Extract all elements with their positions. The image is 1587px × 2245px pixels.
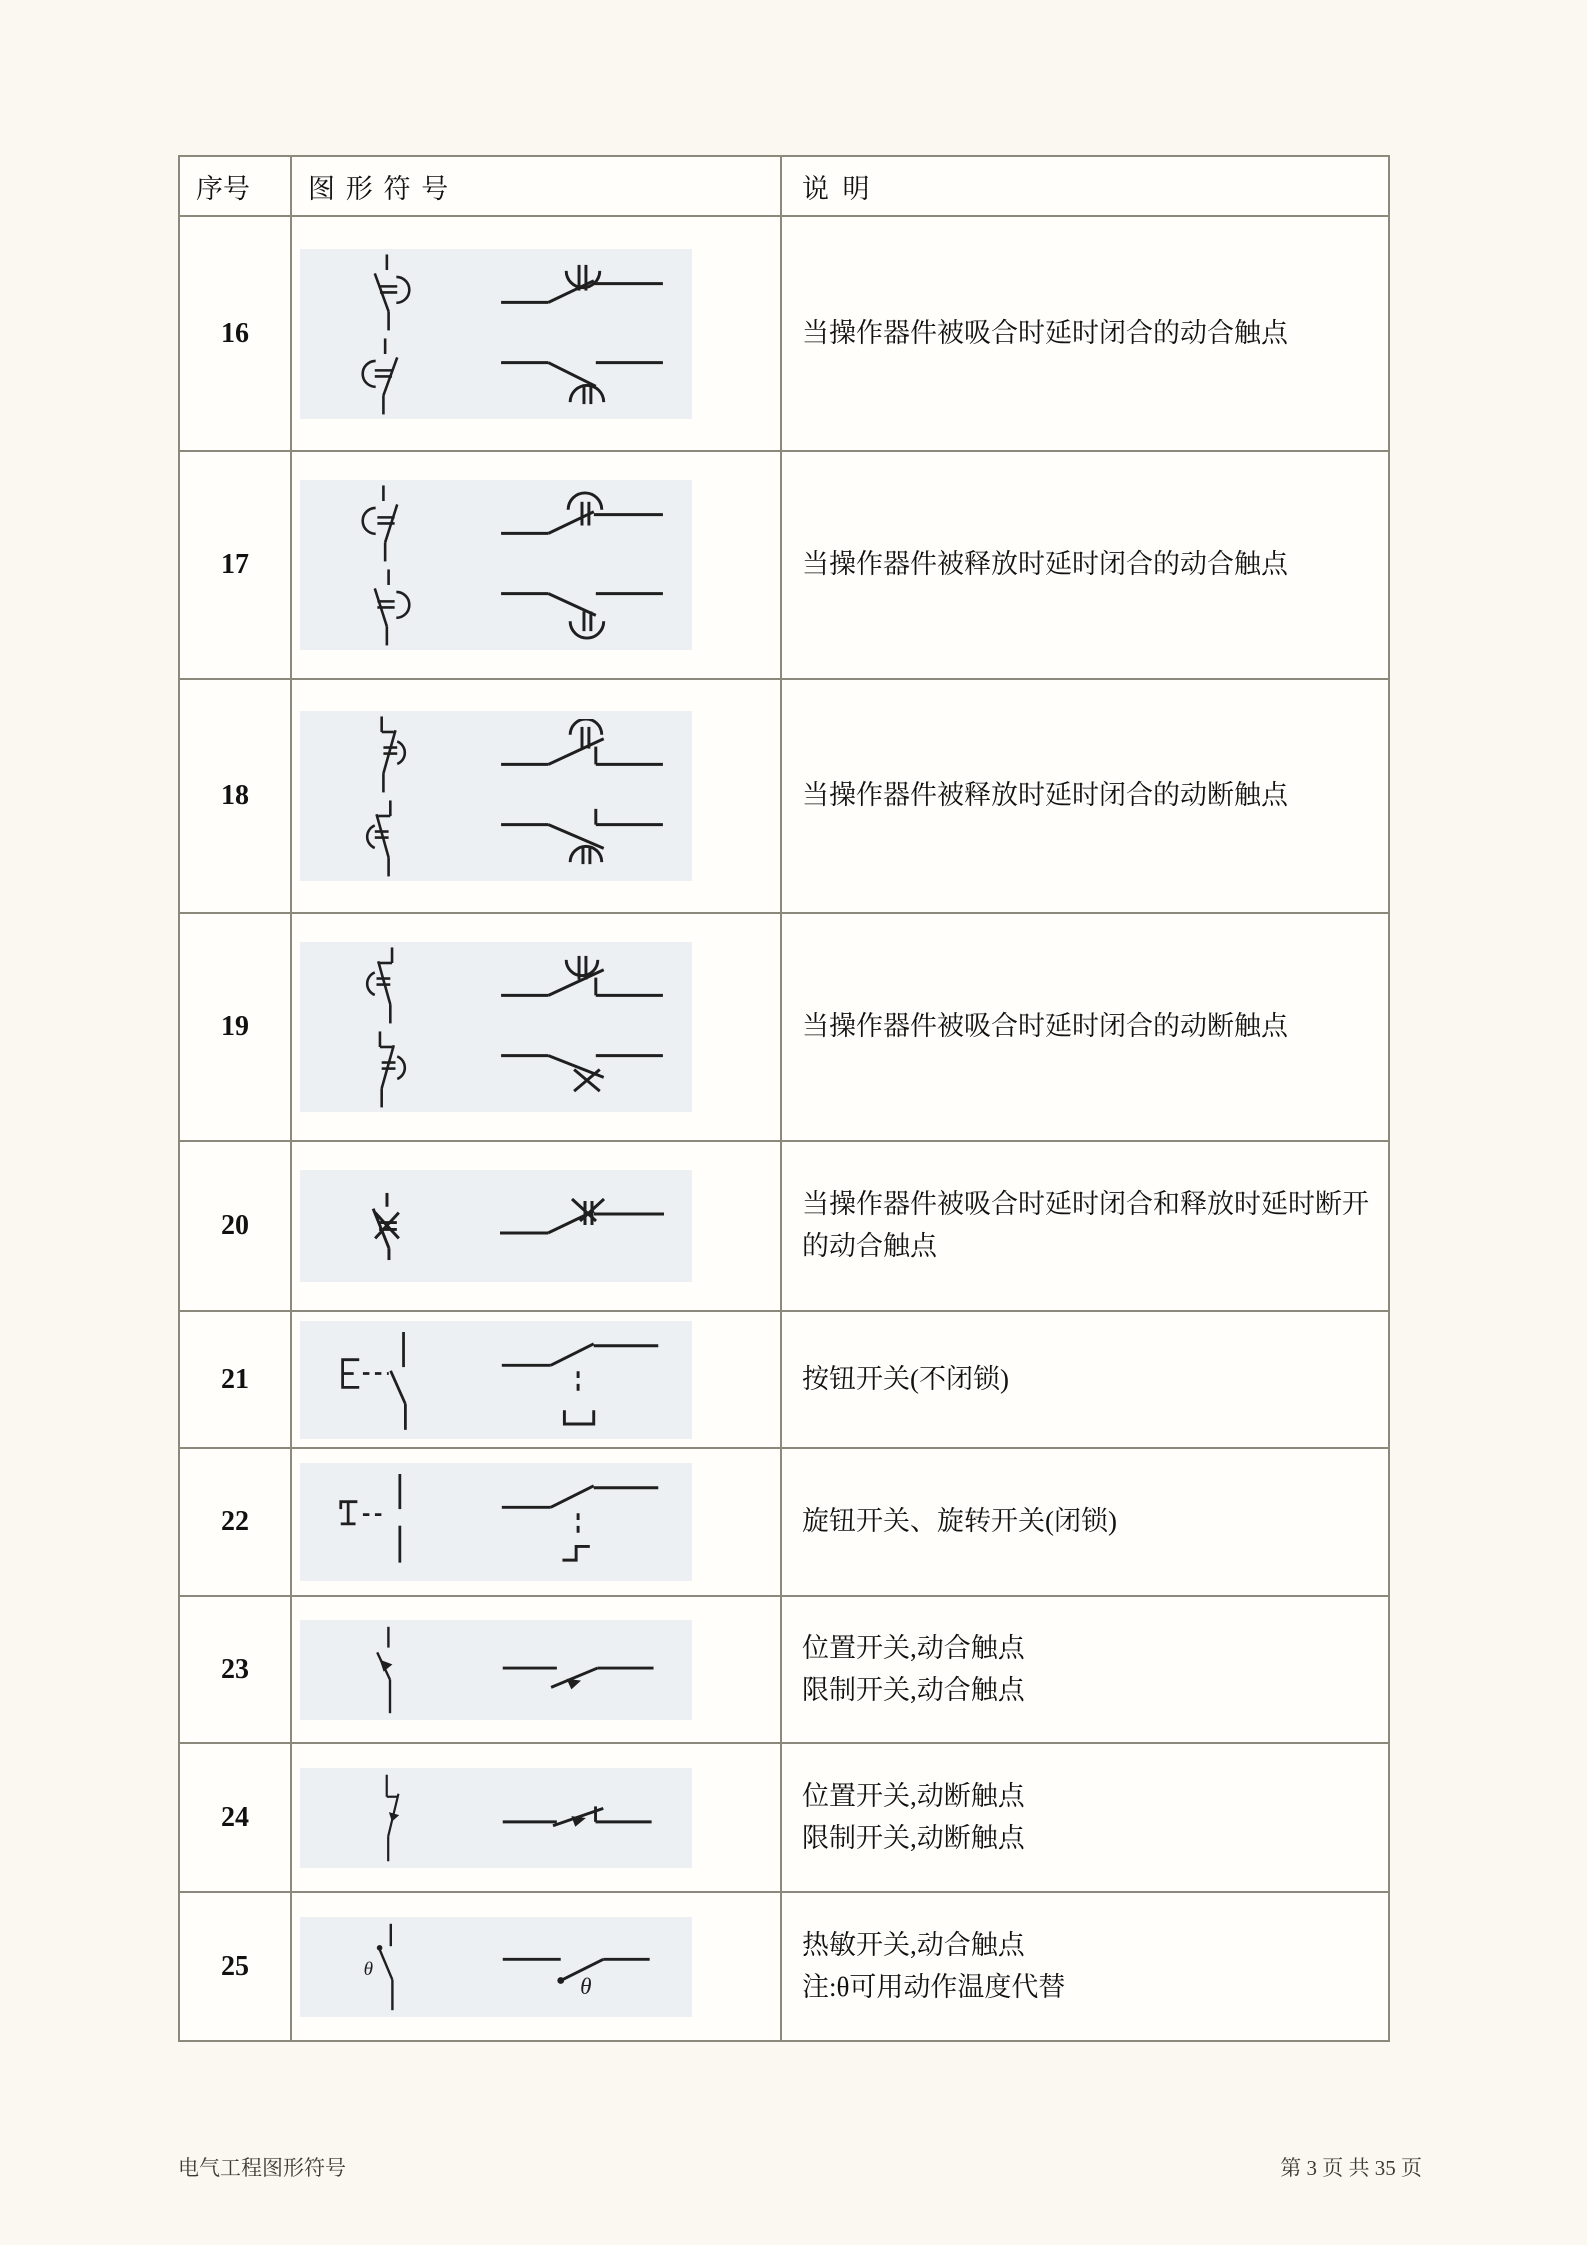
pickup-delayed-nc-contact-vertical-icon bbox=[343, 944, 429, 1026]
table-row bbox=[179, 451, 1389, 679]
pickup-delayed-nc-contact-horizontal-icon bbox=[492, 950, 672, 1024]
delayed-closing-no-contact-horizontal-alt-icon bbox=[492, 337, 672, 411]
footer-page-indicator: 第 3 页 共 35 页 bbox=[1280, 2156, 1422, 2180]
symbol-cell bbox=[291, 216, 781, 451]
position-switch-nc-contact-horizontal-icon bbox=[495, 1789, 669, 1847]
row-number: 22 bbox=[179, 1448, 291, 1596]
thermal-switch-no-contact-horizontal-icon bbox=[495, 1938, 669, 1996]
release-delayed-no-contact-horizontal-alt-icon bbox=[492, 568, 672, 642]
description-text: 当操作器件被吸合时延时闭合和释放时延时断开的动合触点 bbox=[802, 1189, 1369, 1261]
release-delayed-no-contact-horizontal-icon bbox=[492, 488, 672, 562]
symbol-image bbox=[300, 1917, 692, 2017]
symbol-image bbox=[300, 942, 692, 1112]
description-text: 按钮开关(不闭锁) bbox=[802, 1363, 1009, 1394]
pickup-delayed-nc-contact-horizontal-alt-icon bbox=[492, 1030, 672, 1104]
header-col-description: 说 明 bbox=[781, 156, 1389, 216]
table-row bbox=[179, 913, 1389, 1141]
description-text: 位置开关,动合触点 bbox=[802, 1632, 1025, 1663]
symbol-image bbox=[300, 1463, 692, 1581]
symbol-image bbox=[300, 249, 692, 419]
description-text: 限制开关,动合触点 bbox=[802, 1674, 1025, 1705]
description-text: 当操作器件被吸合时延时闭合的动合触点 bbox=[802, 317, 1288, 348]
description-text: 当操作器件被释放时延时闭合的动合触点 bbox=[802, 549, 1288, 580]
table-row bbox=[179, 1448, 1389, 1596]
symbol-image bbox=[300, 1768, 692, 1868]
row-description bbox=[781, 1141, 1389, 1311]
delayed-closing-no-contact-vertical-icon bbox=[343, 251, 429, 333]
description-text: 限制开关,动断触点 bbox=[802, 1822, 1025, 1853]
pushbutton-switch-horizontal-icon bbox=[494, 1326, 670, 1434]
release-delayed-nc-contact-horizontal-alt-icon bbox=[492, 799, 672, 873]
table-row bbox=[179, 1743, 1389, 1892]
table-row bbox=[179, 1141, 1389, 1311]
position-switch-no-contact-vertical-icon bbox=[350, 1622, 422, 1718]
row-description bbox=[781, 216, 1389, 451]
theta-label: θ bbox=[363, 1958, 374, 1980]
release-delayed-no-contact-vertical-icon bbox=[343, 482, 429, 564]
symbol-cell bbox=[291, 913, 781, 1141]
delayed-closing-no-contact-vertical-alt-icon bbox=[343, 335, 429, 417]
row-description bbox=[781, 1596, 1389, 1743]
table-row bbox=[179, 679, 1389, 913]
rotary-switch-horizontal-icon bbox=[494, 1468, 670, 1576]
symbol-cell bbox=[291, 1596, 781, 1743]
header-col-number: 序号 bbox=[179, 156, 291, 216]
symbol-cell bbox=[291, 1141, 781, 1311]
release-delayed-no-contact-vertical-alt-icon bbox=[343, 566, 429, 648]
header-col-symbol: 图 形 符 号 bbox=[291, 156, 781, 216]
release-delayed-nc-contact-horizontal-icon bbox=[492, 719, 672, 793]
pushbutton-switch-vertical-icon bbox=[326, 1324, 446, 1436]
symbol-cell bbox=[291, 1448, 781, 1596]
theta-label: θ bbox=[580, 1973, 592, 1996]
release-delayed-nc-contact-vertical-alt-icon bbox=[343, 797, 429, 879]
thermal-switch-no-contact-vertical-icon bbox=[346, 1919, 426, 2015]
release-delayed-nc-contact-vertical-icon bbox=[343, 713, 429, 795]
table-header-row bbox=[179, 156, 1389, 216]
row-number: 20 bbox=[179, 1141, 291, 1311]
row-description bbox=[781, 1448, 1389, 1596]
symbol-cell bbox=[291, 679, 781, 913]
row-number: 18 bbox=[179, 679, 291, 913]
symbol-cell bbox=[291, 1892, 781, 2041]
row-number: 16 bbox=[179, 216, 291, 451]
table-row bbox=[179, 1596, 1389, 1743]
row-description bbox=[781, 913, 1389, 1141]
symbol-image bbox=[300, 480, 692, 650]
symbol-image bbox=[300, 1170, 692, 1282]
description-text: 位置开关,动断触点 bbox=[802, 1780, 1025, 1811]
description-text: 当操作器件被吸合时延时闭合的动断触点 bbox=[802, 1011, 1288, 1042]
description-text: 热敏开关,动合触点 bbox=[802, 1929, 1025, 1960]
row-number: 17 bbox=[179, 451, 291, 679]
footer-doc-title: 电气工程图形符号 bbox=[178, 2156, 346, 2180]
symbol-table bbox=[178, 155, 1390, 2042]
symbol-image bbox=[300, 711, 692, 881]
position-switch-no-contact-horizontal-icon bbox=[495, 1641, 669, 1699]
position-switch-nc-contact-vertical-icon bbox=[353, 1770, 419, 1866]
table-row bbox=[179, 1311, 1389, 1448]
pickup-delayed-nc-contact-vertical-alt-icon bbox=[343, 1028, 429, 1110]
description-text: 注:θ可用动作温度代替 bbox=[802, 1971, 1066, 2002]
row-number: 23 bbox=[179, 1596, 291, 1743]
symbol-image bbox=[300, 1321, 692, 1439]
symbol-cell bbox=[291, 1743, 781, 1892]
row-description bbox=[781, 1743, 1389, 1892]
row-number: 25 bbox=[179, 1892, 291, 2041]
dual-delay-no-contact-vertical-icon bbox=[341, 1189, 431, 1263]
description-text: 旋钮开关、旋转开关(闭锁) bbox=[802, 1506, 1117, 1537]
row-description bbox=[781, 451, 1389, 679]
row-number: 21 bbox=[179, 1311, 291, 1448]
symbol-image bbox=[300, 1620, 692, 1720]
symbol-cell bbox=[291, 1311, 781, 1448]
row-description bbox=[781, 679, 1389, 913]
row-number: 19 bbox=[179, 913, 291, 1141]
table-row bbox=[179, 216, 1389, 451]
footer bbox=[178, 2152, 1422, 2182]
description-text: 当操作器件被释放时延时闭合的动断触点 bbox=[802, 780, 1288, 811]
dual-delay-no-contact-horizontal-icon bbox=[492, 1191, 672, 1261]
symbol-cell bbox=[291, 451, 781, 679]
row-description bbox=[781, 1892, 1389, 2041]
table-row bbox=[179, 1892, 1389, 2041]
row-description bbox=[781, 1311, 1389, 1448]
delayed-closing-no-contact-horizontal-icon bbox=[492, 257, 672, 331]
rotary-switch-vertical-icon bbox=[326, 1466, 446, 1578]
row-number: 24 bbox=[179, 1743, 291, 1892]
